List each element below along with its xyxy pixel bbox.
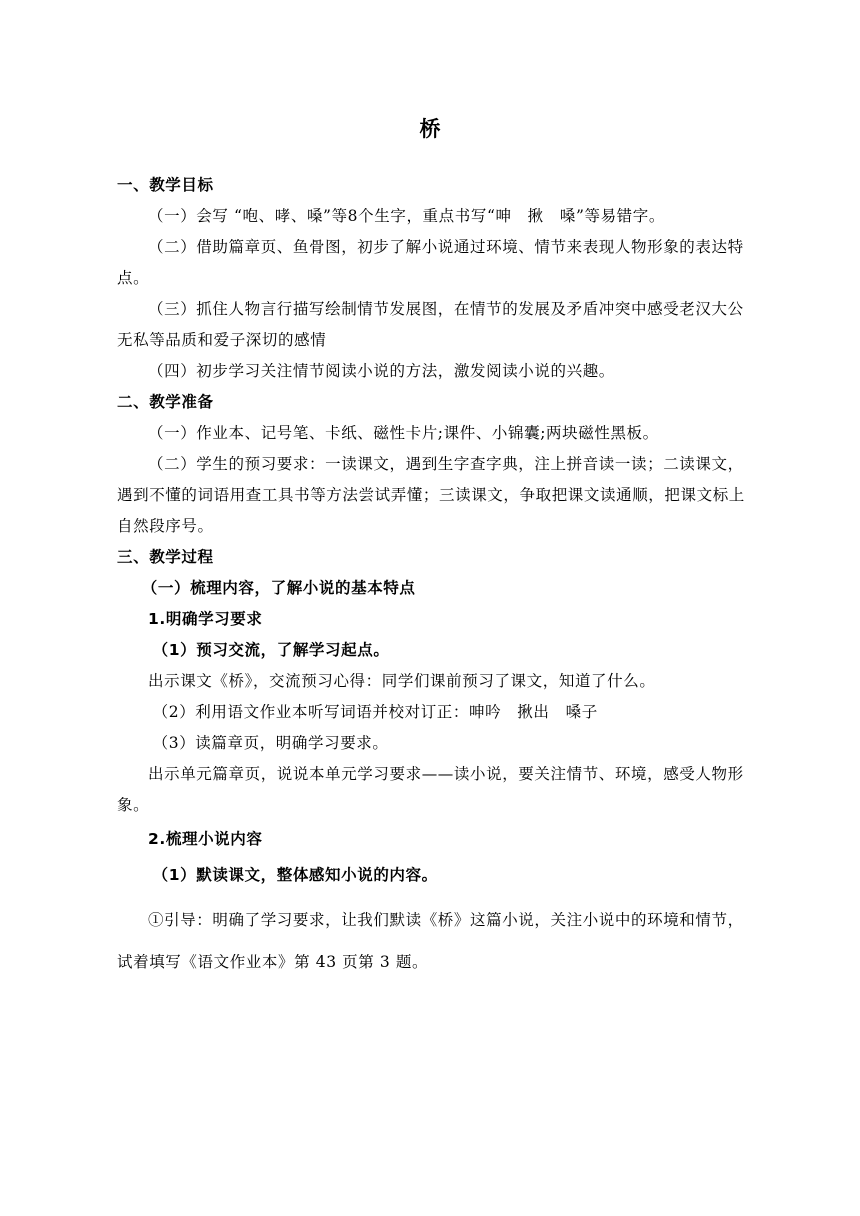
step1-text-1: 出示课文《桥》，交流预习心得：同学们课前预习了课文，知道了什么。: [148, 672, 656, 690]
step-heading-2: 2.梳理小说内容: [148, 830, 263, 848]
objective-item-2: （二）借助篇章页、鱼骨图，初步了解小说通过环境、情节来表现人物形象的表达特点。: [117, 238, 744, 287]
objective-item-1: （一）会写 “咆、哮、嗓”等8个生字，重点书写“呻 揪 嗓”等易错字。: [148, 207, 665, 225]
step1-item-3: （3）读篇章页，明确学习要求。: [152, 734, 389, 752]
step-heading-1: 1.明确学习要求: [148, 610, 263, 628]
section-heading-preparation: 二、教学准备: [117, 393, 214, 411]
step1-text-3: 出示单元篇章页，说说本单元学习要求——读小说，要关注情节、环境，感受人物形象。: [117, 765, 744, 814]
step2-text-1: ①引导：明确了学习要求，让我们默读《桥》这篇小说，关注小说中的环境和情节，试着填写《语文作业本》第 43 页第 3 题。: [117, 911, 744, 971]
step2-item-1: （1）默读课文，整体感知小说的内容。: [152, 866, 438, 884]
page-title: 桥: [419, 117, 441, 141]
document-body: [117, 170, 747, 983]
objective-item-4: （四）初步学习关注情节阅读小说的方法，激发阅读小说的兴趣。: [148, 362, 615, 380]
process-subheading-1: （一）梳理内容，了解小说的基本特点: [141, 579, 416, 597]
objective-item-3: （三）抓住人物言行描写绘制情节发展图，在情节的发展及矛盾冲突中感受老汉大公无私等品质和爱子深切的感情: [117, 300, 744, 349]
section-heading-objectives: 一、教学目标: [117, 176, 214, 194]
step1-item-1: （1）预习交流，了解学习起点。: [152, 641, 390, 659]
section-heading-process: 三、教学过程: [117, 548, 214, 566]
step1-item-2: （2）利用语文作业本听写词语并校对订正：呻吟 揪出 嗓子: [152, 703, 598, 721]
preparation-item-1: （一）作业本、记号笔、卡纸、磁性卡片;课件、小锦囊;两块磁性黑板。: [148, 424, 659, 442]
preparation-item-2: （二）学生的预习要求：一读课文，遇到生字查字典，注上拼音读一读；二读课文，遇到不懂的词语用查工具书等方法尝试弄懂；三读课文，争取把课文读通顺，把课文标上自然段序号。: [117, 455, 745, 535]
